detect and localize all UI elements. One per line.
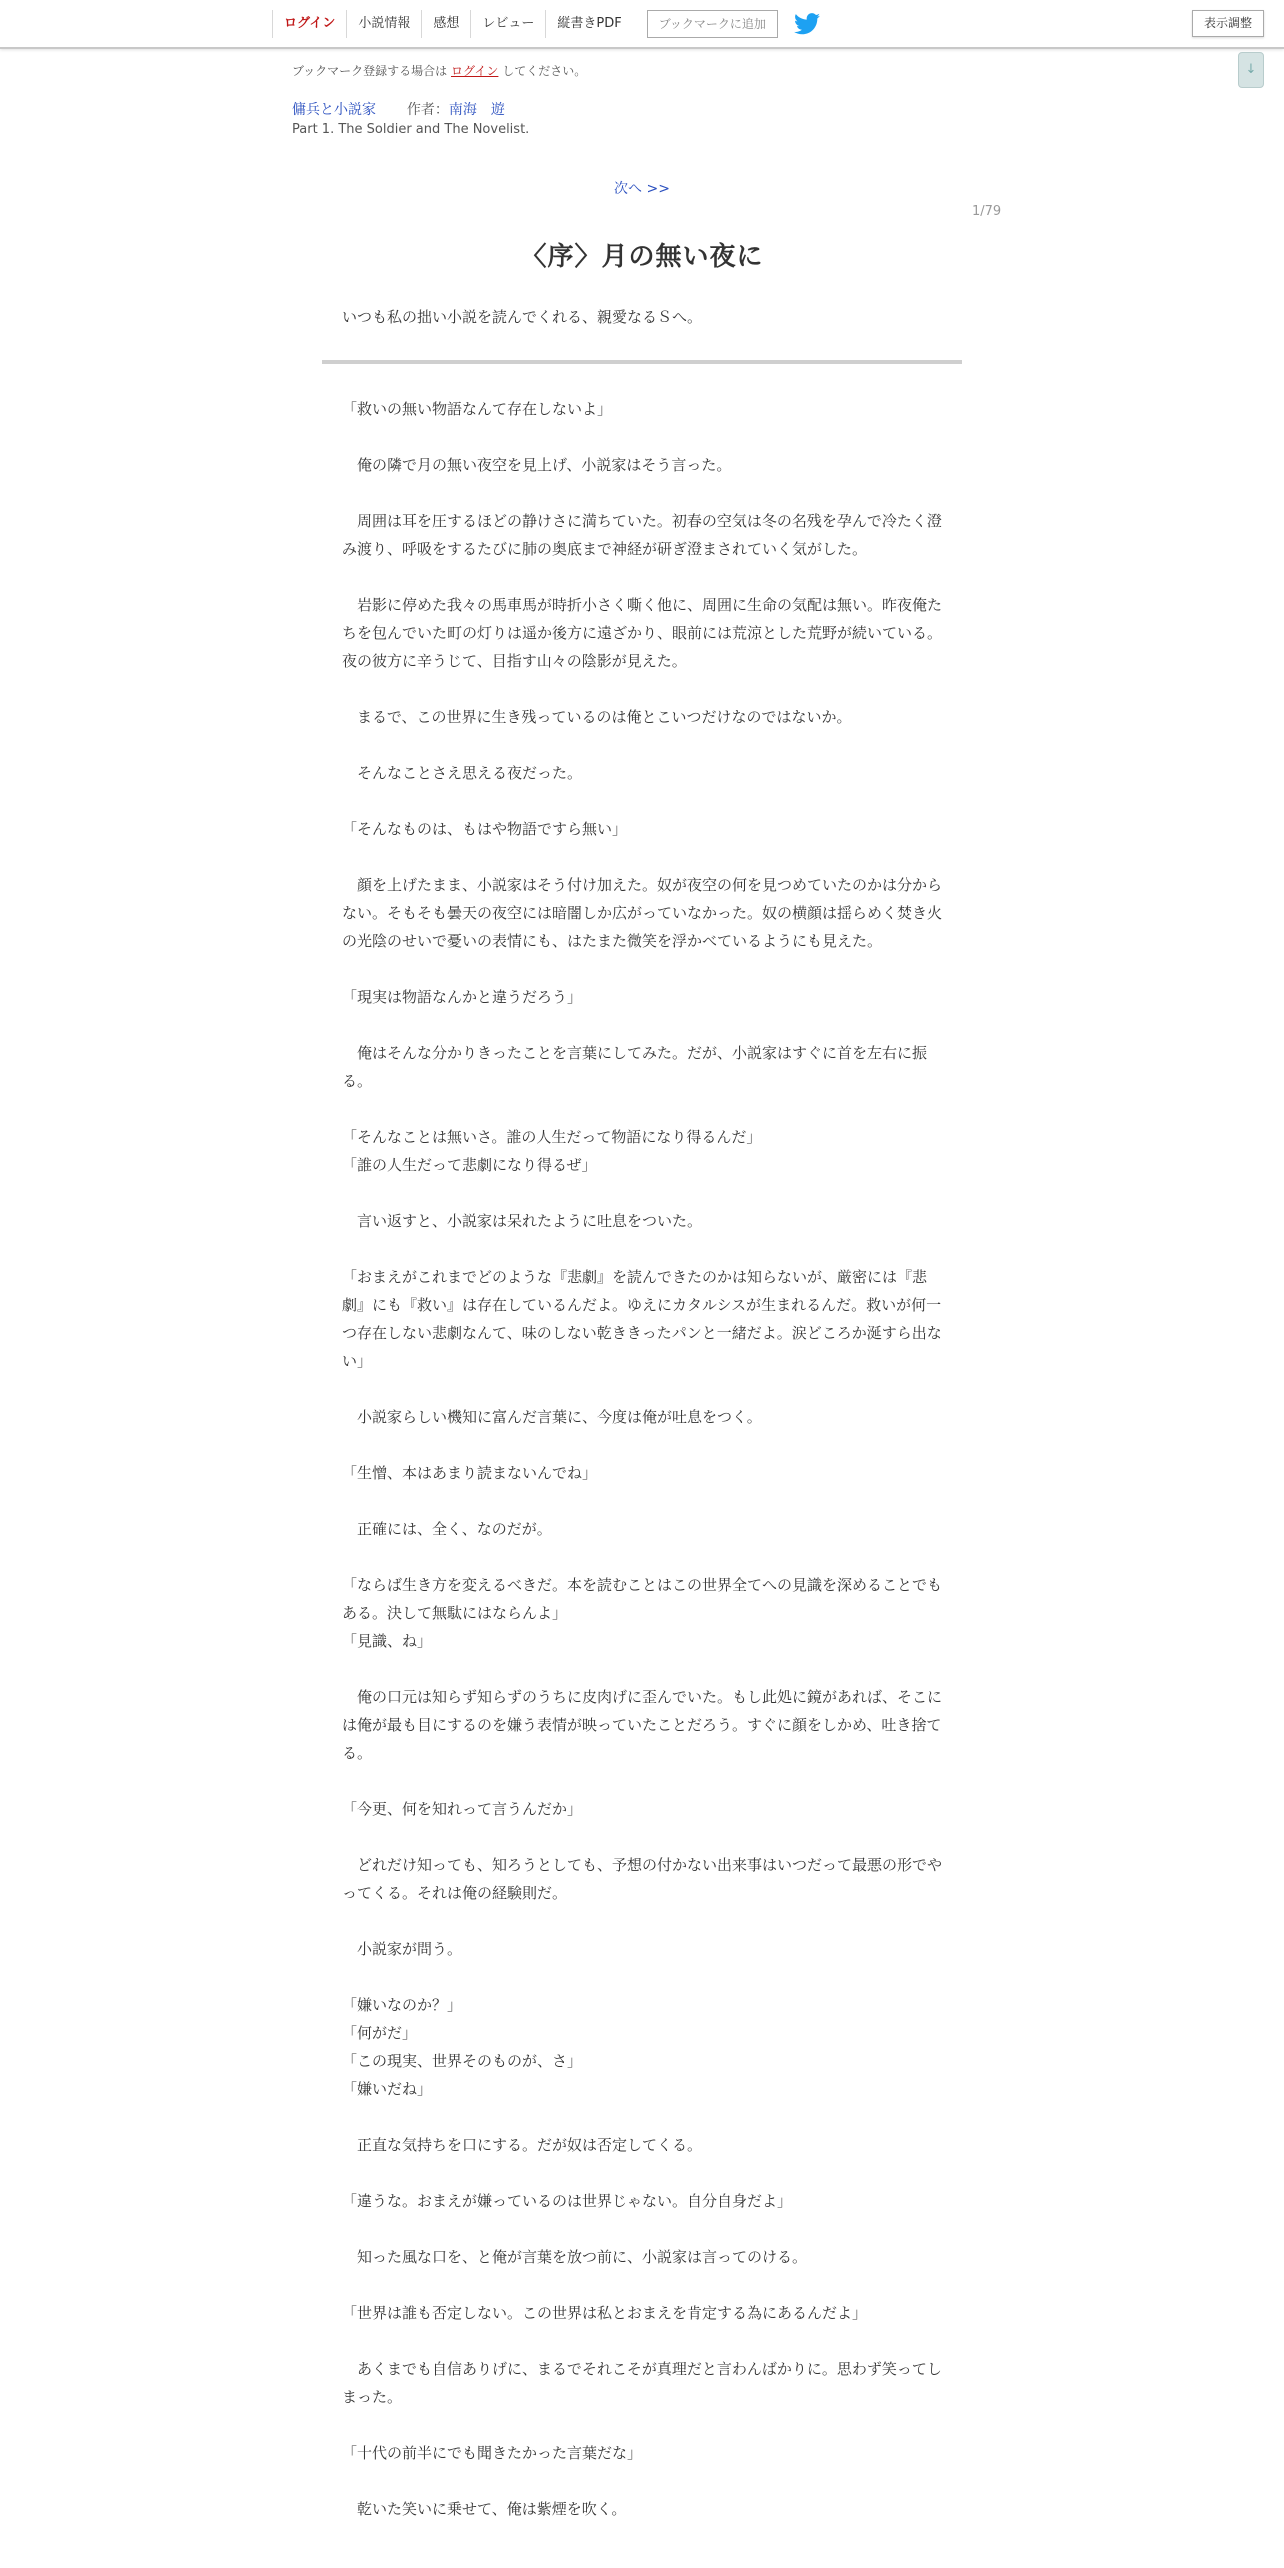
dialogue-line: 「違うな。おまえが嫌っているのは世界じゃない。自分自身だよ」 [342,2192,793,2210]
preface-text: いつも私の拙い小説を読んでくれる、親愛なるＳへ。 [342,308,703,326]
blank-line [342,731,942,759]
chapter-body [342,395,942,2523]
bookmark-login-link[interactable]: ログイン [451,64,499,78]
blank-line [342,2271,942,2299]
blank-line [342,2103,942,2131]
blank-line [342,1179,942,1207]
next-link-text[interactable]: 次へ >> [614,181,670,197]
narration-line: 岩影に停めた我々の馬車馬が時折小さく嘶く他に、周囲に生命の気配は無い。昨夜俺たちを包んでいた町の灯りは遥か後方に遠ざかり、眼前には荒涼とした荒野が続いている。夜の彼方に辛うじて、目指す山々の陰影が見えた。 [342,596,943,670]
chapter-title: 〈序〉月の無い夜に [520,242,764,272]
blank-line [342,843,942,871]
dialogue-line: 「おまえがこれまでどのような『悲劇』を読んできたのかは知らないが、厳密には『悲劇』にも『救い』は存在しているんだよ。ゆえにカタルシスが生まれるんだ。救いが何一つ存在しない悲劇なんて、味のしない乾ききったパンと一緒だよ。涙どころか涎すら出ない」 [342,1268,942,1370]
blank-line [342,1767,942,1795]
dialogue-line: 「そんなものは、もはや物語ですら無い」 [342,820,628,838]
twitter-icon[interactable] [794,13,820,35]
next-chapter-link [0,178,1284,198]
bookmark-note-prefix: ブックマーク登録する場合は [292,64,448,78]
dialogue-line: 「現実は物語なんかと違うだろう」 [342,988,583,1006]
impressions-link[interactable]: 感想 [421,10,470,38]
dialogue-line: 「十代の前半にでも聞きたかった言葉だな」 [342,2444,643,2462]
dialogue-line: 「生憎、本はあまり読まないんでね」 [342,1464,598,1482]
narration-line: まるで、この世界に生き残っているのは俺とこいつだけなのではないか。 [357,708,852,726]
narration-line: どれだけ知っても、知ろうとしても、予想の付かない出来事はいつだって最悪の形でやってくる。それは俺の経験則だ。 [342,1856,943,1902]
dialogue-line: 「見識、ね」 [342,1632,433,1650]
review-link[interactable]: レビュー [470,10,545,38]
blank-line [342,2159,942,2187]
blank-line [342,1375,942,1403]
arrow-down-icon: ↓ [1245,62,1257,77]
page-counter: 1/79 [972,204,1002,219]
author-label: 作者： [406,102,449,118]
dialogue-line: 「世界は誰も否定しない。この世界は私とおまえを肯定する為にあるんだよ」 [342,2304,868,2322]
dialogue-line: 「今更、何を知れって言うんだか」 [342,1800,583,1818]
dialogue-line: 「誰の人生だって悲劇になり得るぜ」 [342,1156,597,1174]
blank-line [342,787,942,815]
narration-line: 正直な気持ちを口にする。だが奴は否定してくる。 [357,2136,703,2154]
top-navigation-bar [0,0,1284,49]
narration-line: 知った風な口を、と俺が言葉を放つ前に、小説家は言ってのける。 [357,2248,808,2266]
narration-line: 俺はそんな分かりきったことを言葉にしてみた。だが、小説家はすぐに首を左右に振る。 [342,1044,928,1090]
blank-line [342,1543,942,1571]
blank-line [342,423,942,451]
blank-line [342,563,942,591]
blank-line [342,1487,942,1515]
blank-line [342,1431,942,1459]
blank-line [342,2215,942,2243]
dialogue-line: 「この現実、世界そのものが、さ」 [342,2052,583,2070]
narration-line: 俺の隣で月の無い夜空を見上げ、小説家はそう言った。 [357,456,732,474]
author-name-link[interactable]: 南海 遊 [448,102,505,118]
narration-line: 顔を上げたまま、小説家はそう付け加えた。奴が夜空の何を見つめていたのかは分からない。そもそも曇天の夜空には暗闇しか広がっていなかった。奴の横顔は揺らめく焚き火の光陰のせいで憂いの表情にも、はたまた微笑を浮かべているようにも見えた。 [342,876,943,950]
narration-line: 乾いた笑いに乗せて、俺は紫煙を吹く。 [357,2500,627,2518]
blank-line [342,2327,942,2355]
narration-line: 正確には、全く、なのだが。 [357,1520,552,1538]
add-bookmark-button[interactable]: ブックマークに追加 [647,10,778,38]
blank-line [342,1823,942,1851]
dialogue-line: 「ならば生き方を変えるべきだ。本を読むことはこの世界全てへの見識を深めることでもある。決して無駄にはならんよ」 [342,1576,943,1622]
narration-line: そんなことさえ思える夜だった。 [357,764,583,782]
bookmark-note [292,62,586,79]
nav-menu [272,0,820,47]
blank-line [342,1963,942,1991]
blank-line [342,2467,942,2495]
narration-line: 小説家が問う。 [357,1940,463,1958]
blank-line [342,1095,942,1123]
blank-line [342,1011,942,1039]
blank-line [342,1235,942,1263]
preface-divider [322,360,962,364]
dialogue-line: 「救いの無い物語なんて存在しないよ」 [342,400,613,418]
narration-line: 小説家らしい機知に富んだ言葉に、今度は俺が吐息をつく。 [357,1408,762,1426]
narration-line: 言い返すと、小説家は呆れたように吐息をついた。 [357,1212,703,1230]
novel-info [292,99,505,119]
narration-line: 周囲は耳を圧するほどの静けさに満ちていた。初春の空気は冬の名残を孕んで冷たく澄み渡り、呼吸をするたびに肺の奥底まで神経が研ぎ澄まされていく気がした。 [342,512,942,558]
blank-line [342,479,942,507]
login-link[interactable]: ログイン [272,10,346,38]
display-settings-button[interactable]: 表示調整 [1192,10,1264,37]
blank-line [342,1655,942,1683]
bookmark-note-suffix: してください。 [502,64,587,78]
blank-line [342,1907,942,1935]
novel-info-link[interactable]: 小説情報 [346,10,421,38]
novel-title-link[interactable]: 傭兵と小説家 [292,102,376,118]
vertical-pdf-link[interactable]: 縦書きPDF [545,10,632,38]
scroll-down-button[interactable] [1238,52,1264,88]
dialogue-line: 「嫌いなのか？」 [342,1996,463,2014]
dialogue-line: 「何がだ」 [342,2024,418,2042]
blank-line [342,955,942,983]
blank-line [342,2411,942,2439]
blank-line [342,675,942,703]
narration-line: 俺の口元は知らず知らずのうちに皮肉げに歪んでいた。もし此処に鏡があれば、そこには俺が最も目にするのを嫌う表情が映っていたことだろう。すぐに顔をしかめ、吐き捨てる。 [342,1688,943,1762]
narration-line: あくまでも自信ありげに、まるでそれこそが真理だと言わんばかりに。思わず笑ってしまった。 [342,2360,942,2406]
dialogue-line: 「嫌いだね」 [342,2080,433,2098]
part-subtitle: Part 1. The Soldier and The Novelist. [292,122,530,137]
dialogue-line: 「そんなことは無いさ。誰の人生だって物語になり得るんだ」 [342,1128,762,1146]
